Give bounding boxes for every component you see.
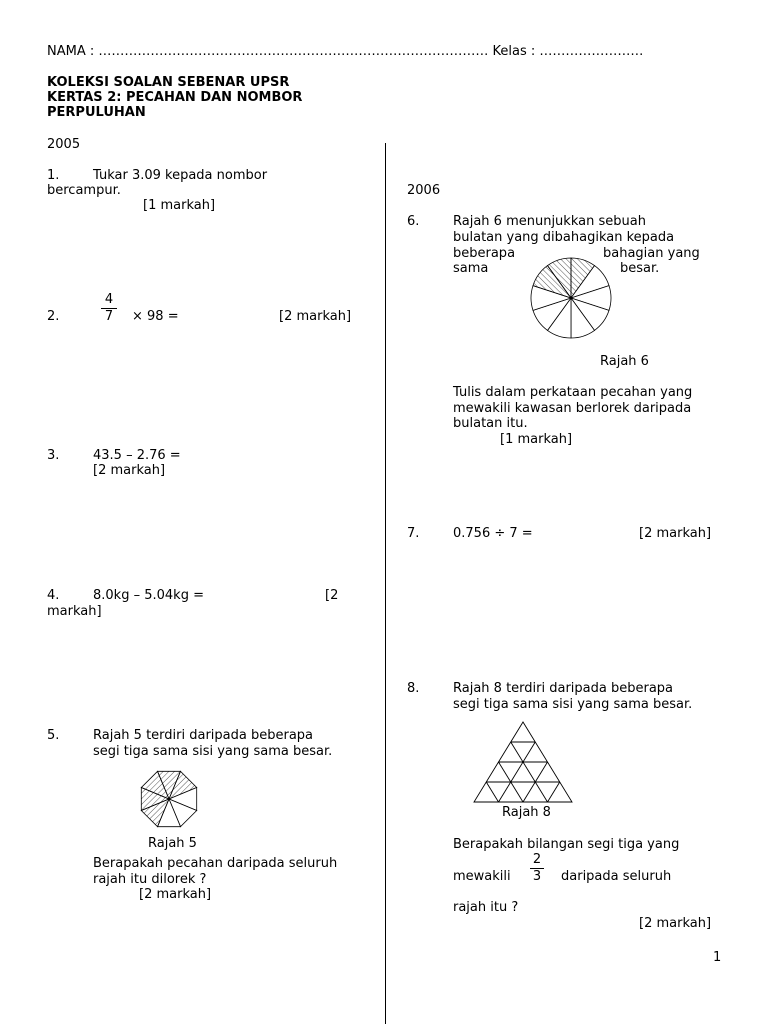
q6-number: 6. [407,214,420,229]
q5-question-1: Berapakah pecahan daripada seluruh [93,856,338,871]
q2-fraction [101,293,117,324]
circle-figure-rajah-6 [530,257,612,339]
q4-marks-1: [2 [325,588,339,603]
q6-marks: [1 markah] [500,432,573,447]
q8-number: 8. [407,681,420,696]
q3-expression: 43.5 – 2.76 = [93,448,181,463]
q6-question-3: bulatan itu. [453,416,528,431]
year-2005: 2005 [47,137,81,152]
q7-number: 7. [407,526,420,541]
q4-expression: 8.0kg – 5.04kg = [93,588,204,603]
q5-text-1: Rajah 5 terdiri daripada beberapa [93,728,314,743]
page-number: 1 [713,950,722,965]
q6-question-2: mewakili kawasan berlorek daripada [453,401,692,416]
q3-number: 3. [47,448,60,463]
q2-expression: × 98 = [132,309,179,324]
column-divider [385,143,386,1024]
q6-question-1: Tulis dalam perkataan pecahan yang [453,385,693,400]
q5-caption: Rajah 5 [148,836,197,851]
q8-question-2a: mewakili [453,869,511,884]
q7-expression: 0.756 ÷ 7 = [453,526,533,541]
q4-number: 4. [47,588,60,603]
q4-marks-2: markah] [47,604,102,619]
q5-number: 5. [47,728,60,743]
q5-question-2: rajah itu dilorek ? [93,872,207,887]
q8-text-2: segi tiga sama sisi yang sama besar. [453,697,693,712]
title-line-3: PERPULUHAN [47,105,146,120]
title-line-2: KERTAS 2: PECAHAN DAN NOMBOR [47,90,303,105]
q5-text-2: segi tiga sama sisi yang sama besar. [93,744,333,759]
q8-fraction-numerator: 2 [532,852,542,867]
q8-text-1: Rajah 8 terdiri daripada beberapa [453,681,674,696]
q8-question-3: rajah itu ? [453,900,519,915]
q8-question-1: Berapakah bilangan segi tiga yang [453,837,680,852]
q6-text-4b: besar. [620,261,660,276]
q6-text-3a: beberapa [453,246,516,261]
q2-fraction-denominator: 7 [104,309,114,324]
q2-marks: [2 markah] [279,309,352,324]
q6-text-2: bulatan yang dibahagikan kepada [453,230,675,245]
q8-fraction [530,853,544,884]
q1-number: 1. [47,168,60,183]
q8-marks: [2 markah] [639,916,712,931]
name-class-line: NAMA : ……………………………………………………………………………… Kelas : …………………… [47,44,644,59]
q7-marks: [2 markah] [639,526,712,541]
q6-text-3b: bahagian yang [603,246,700,261]
q8-question-2b: daripada seluruh [561,869,672,884]
q8-caption: Rajah 8 [502,805,551,820]
octagon-figure-rajah-5 [138,768,200,830]
q6-text-1: Rajah 6 menunjukkan sebuah [453,214,646,229]
q6-text-4a: sama [453,261,489,276]
q5-marks: [2 markah] [139,887,212,902]
q3-marks: [2 markah] [93,463,166,478]
q1-marks: [1 markah] [143,198,216,213]
q2-fraction-numerator: 4 [104,292,114,307]
q1-text-2: bercampur. [47,183,121,198]
q6-caption: Rajah 6 [600,354,649,369]
year-2006: 2006 [407,183,441,198]
title-line-1: KOLEKSI SOALAN SEBENAR UPSR [47,75,290,90]
q1-text-1: Tukar 3.09 kepada nombor [93,168,268,183]
triangle-figure-rajah-8 [474,722,572,802]
q8-fraction-denominator: 3 [532,869,542,884]
q2-number: 2. [47,309,60,324]
